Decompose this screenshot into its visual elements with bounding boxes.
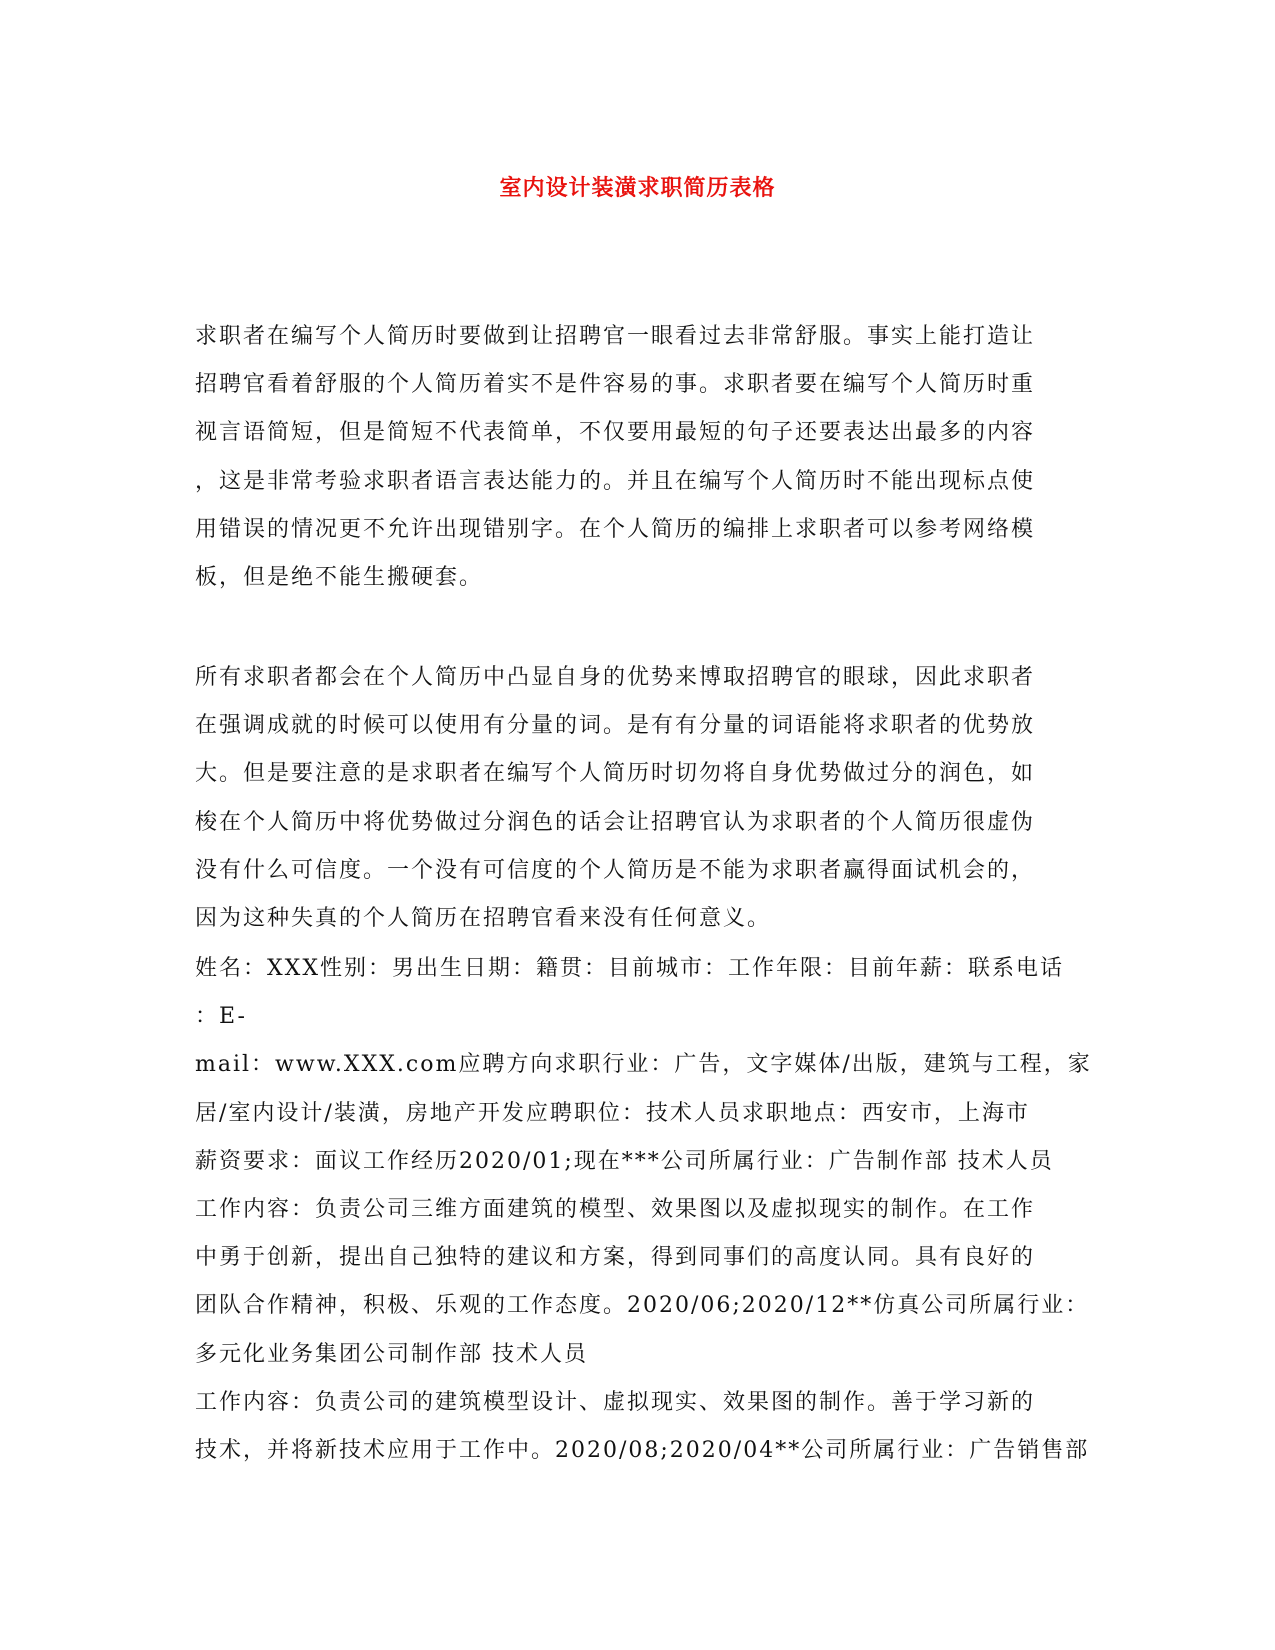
text-line: 姓名：XXX性别：男出生日期：籍贯：目前城市：工作年限：目前年薪：联系电话	[195, 956, 1064, 981]
text-line: 居/室内设计/装潢，房地产开发应聘职位：技术人员求职地点：西安市，上海市	[195, 1100, 1030, 1126]
text-line: 因为这种失真的个人简历在招聘官看来没有任何意义。	[195, 905, 772, 931]
text-line: 板，但是绝不能生搬硬套。	[195, 564, 484, 590]
text-line: ，这是非常考验求职者语言表达能力的。并且在编写个人简历时不能出现标点使	[195, 468, 1036, 494]
text-line: 工作内容：负责公司的建筑模型设计、虚拟现实、效果图的制作。善于学习新的	[195, 1389, 1036, 1415]
text-line: 求职者在编写个人简历时要做到让招聘官一眼看过去非常舒服。事实上能打造让	[195, 324, 1036, 349]
text-line: 招聘官看着舒服的个人简历着实不是件容易的事。求职者要在编写个人简历时重	[195, 372, 1036, 398]
text-line: 用错误的情况更不允许出现错别字。在个人简历的编排上求职者可以参考网络模	[195, 516, 1036, 542]
text-line: mail：www.XXX.com应聘方向求职行业：广告，文字媒体/出版，建筑与工程，家	[195, 1052, 1092, 1078]
intro-paragraph	[195, 313, 1090, 602]
text-line: 在强调成就的时候可以使用有分量的词。是有有分量的词语能将求职者的优势放	[195, 713, 1036, 739]
text-line: 视言语简短，但是简短不代表简单，不仅要用最短的句子还要表达出最多的内容	[195, 420, 1036, 446]
text-line: 梭在个人简历中将优势做过分润色的话会让招聘官认为求职者的个人简历很虚伪	[195, 809, 1036, 835]
resume-details	[195, 945, 1090, 1475]
text-line: 薪资要求：面议工作经历2020/01;现在***公司所属行业：广告制作部 技术人员	[195, 1148, 1054, 1174]
text-line: ：E-	[195, 1004, 247, 1030]
text-line: 团队合作精神，积极、乐观的工作态度。2020/06;2020/12**仿真公司所属行业：	[195, 1293, 1090, 1319]
text-line: 大。但是要注意的是求职者在编写个人简历时切勿将自身优势做过分的润色，如	[195, 761, 1036, 787]
text-line: 技术，并将新技术应用于工作中。2020/08;2020/04**公司所属行业：广告销售部	[195, 1437, 1090, 1463]
advantages-paragraph	[195, 654, 1090, 943]
text-line: 没有什么可信度。一个没有可信度的个人简历是不能为求职者赢得面试机会的，	[195, 857, 1036, 883]
text-line: 所有求职者都会在个人简历中凸显自身的优势来博取招聘官的眼球，因此求职者	[195, 665, 1036, 690]
text-line: 工作内容：负责公司三维方面建筑的模型、效果图以及虚拟现实的制作。在工作	[195, 1196, 1036, 1222]
text-line: 中勇于创新，提出自己独特的建议和方案，得到同事们的高度认同。具有良好的	[195, 1245, 1036, 1271]
document-title: 室内设计装潢求职简历表格	[499, 175, 776, 201]
text-line: 多元化业务集团公司制作部 技术人员	[195, 1341, 588, 1367]
